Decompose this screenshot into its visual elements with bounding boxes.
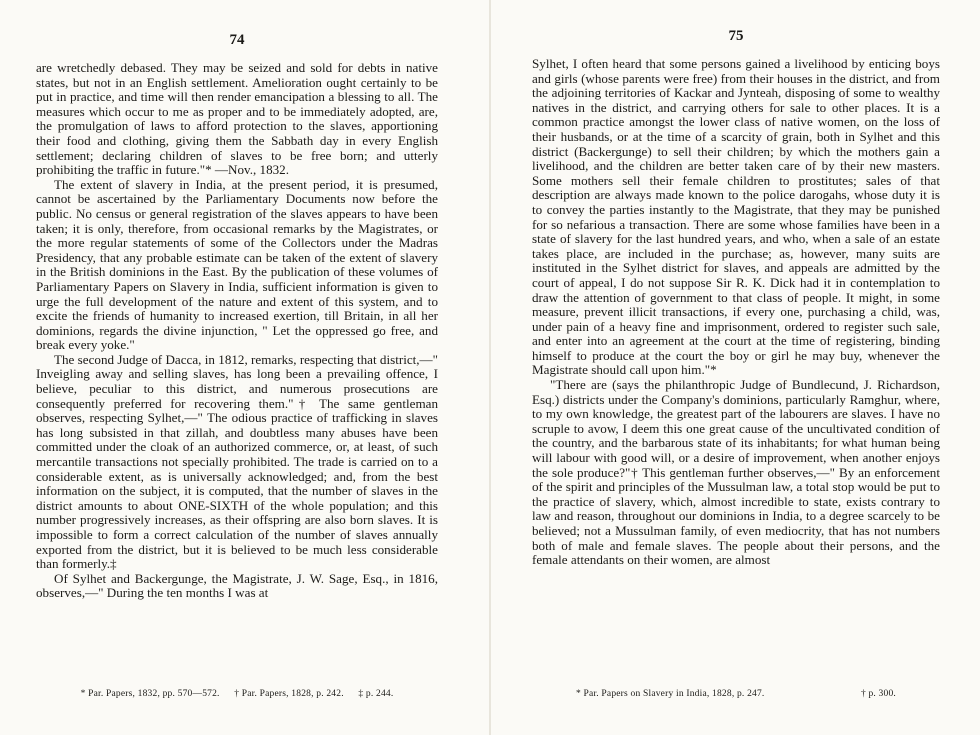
page-number: 75 <box>728 28 744 44</box>
footnote: * Par. Papers, 1832, pp. 570—572. <box>80 689 220 699</box>
paragraph: "There are (says the philanthropic Judge of Bundlecund, J. Richardson, Esq.) districts under the Company's dominions, particularly Ramghur, where, to my own knowledge, the greatest part of the labourers are slaves. I have no scruple to avow, I deem this one great cause of the uncultivated condition of the country, and the barbarous state of its inhabitants; for what human being will labour with good will, or a desire of improvement, when another enjoys the sole produce?"† This gentleman further observes,—" By an enforcement of the spirit and principles of the Mussulman law, a total stop would be put to the practice of slavery, which, almost incredible to state, exists contrary to law and reason, throughout our dominions in India, to a degree scarcely to be believed; not a Mussulman family, of even mediocrity, that has not numbers both of male and female slaves. The people about their persons, and the female attendants on their women, are almost <box>532 377 940 568</box>
footnote: † p. 300. <box>860 689 896 699</box>
page-body <box>36 61 438 671</box>
paragraph: Sylhet, I often heard that some persons gained a livelihood by enticing boys and girls (whose parents were free) from their houses in the district, and from the adjoining territories of Kackar and Jynteah, disposing of some to wealthy natives in the district, and carrying others for sale to other places. It is a common practice amongst the lower class of native women, on the loss of their husbands, or at the time of a scarcity of grain, both in Sylhet and this district (Backergunge) to sell their children; by which the mothers gain a livelihood, and the children are better taken care of by their new masters. Some mothers sell their female children to prostitutes; sales of that description are always made known to the police darogahs, whose duty it is to convey the parties instantly to the Magistrate, that they may be punished for so nefarious a transaction. There are some whose families have been in a state of slavery for the last hundred years, and who, when a sale of an estate takes place, are included in the purchase; as, however, many suits are instituted in the Sylhet district for slaves, and appeals are admitted by the court of appeal, I do not suppose Sir R. K. Dick had it in contemplation to draw the attention of government to that class of people. It might, in some measure, prevent illicit transactions, if every one, purchasing a child, was, under pain of a heavy fine and imprisonment, ordered to register such sale, and enter into an agreement at the court at the time of registering, binding himself to produce at the court the boy or girl he may buy, whenever the Magistrate should call upon him."* <box>532 57 940 378</box>
paragraph: Of Sylhet and Backergunge, the Magistrate, J. W. Sage, Esq., in 1816, observes,—" During the ten months I was at <box>36 570 438 601</box>
page-body <box>532 57 940 667</box>
right-page <box>490 0 980 735</box>
paragraph: are wretchedly debased. They may be seized and sold for debts in native states, but not in an English settlement. Amelioration ought certainly to be put in practice, and time will then render emancipation a blessing to all. The measures which occur to me as proper and to be immediately adopted, are, the promulgation of laws to afford protection to the slaves, apportioning their food and clothing, giving them the Sabbath day in every English settlement; declaring children of slaves to be free born; and utterly prohibiting the traffic in future."* —Nov., 1832. <box>36 61 438 178</box>
footnotes <box>36 689 438 699</box>
footnote: ‡ p. 244. <box>358 689 394 699</box>
footnote: * Par. Papers on Slavery in India, 1828, p. 247. <box>576 689 765 699</box>
footnote: † Par. Papers, 1828, p. 242. <box>234 689 344 699</box>
footnotes <box>532 689 940 699</box>
page-number: 74 <box>229 32 245 48</box>
paragraph: The second Judge of Dacca, in 1812, remarks, respecting that district,—" Inveigling away and selling slaves, has long been a prevailing offence, I believe, peculiar to this district, and numerous prosecutions are consequently preferred for recovering them."† The same gentleman observes, respecting Sylhet,—" The odious practice of trafficking in slaves has long subsisted in that zillah, and doubtless many abuses have been committed under the cloak of an authorized commerce, or, at least, of such mercantile transactions not specially prohibited. The trade is carried on to a considerable extent, as is universally acknowledged; and, from the best information on the subject, it is computed, that the number of slaves in the district amounts to about ONE-SIXTH of the whole population; and this number progressively increases, as their offspring are also born slaves. It is impossible to form a correct calculation of the number of slaves annually exported from the district, but it is believed to be much less considerable than formerly.‡ <box>36 351 438 572</box>
paragraph: The extent of slavery in India, at the present period, it is presumed, cannot be ascertained by the Parliamentary Documents now before the public. No census or general registration of the slaves appears to have been taken; it is only, therefore, from occasional remarks by the Magistrates, or the more regular statements of some of the Collectors under the Madras Presidency, that any probable estimate can be taken of the extent of slavery in the British dominions in the East. By the publication of these volumes of Parliamentary Papers on Slavery in India, sufficient information is given to urge the full development of the nature and extent of this system, and to excite the friends of humanity to increased exertion, till Britain, in all her dominions, regards the divine injunction, " Let the oppressed go free, and break every yoke." <box>36 176 438 353</box>
